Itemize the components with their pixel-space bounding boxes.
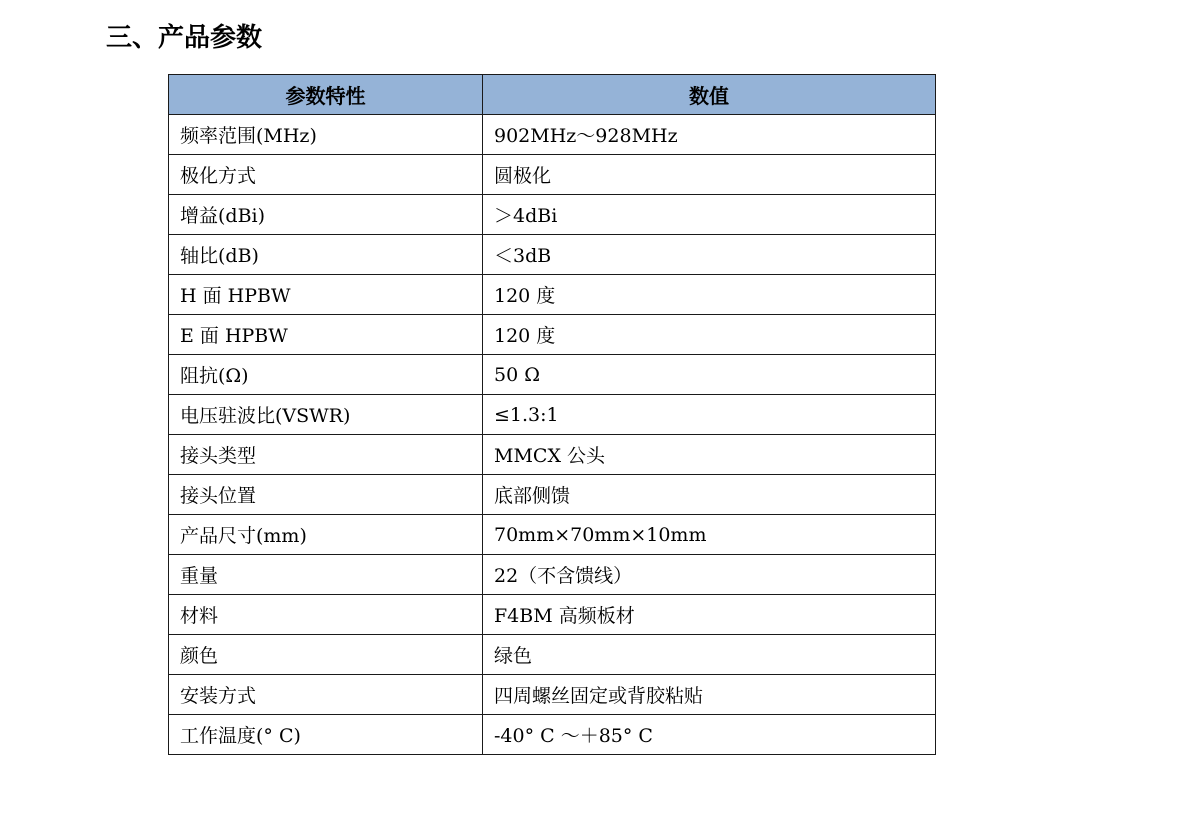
parameter-cell: 颜色 — [169, 635, 483, 675]
table-row — [169, 195, 936, 235]
parameter-cell: 接头位置 — [169, 475, 483, 515]
table-row — [169, 515, 936, 555]
value-cell: 绿色 — [483, 635, 936, 675]
table-row — [169, 475, 936, 515]
parameter-cell: 重量 — [169, 555, 483, 595]
table-row — [169, 395, 936, 435]
parameter-cell: E 面 HPBW — [169, 315, 483, 355]
table-row — [169, 675, 936, 715]
value-cell: 底部侧馈 — [483, 475, 936, 515]
header-value: 数值 — [483, 75, 936, 115]
table-row — [169, 115, 936, 155]
parameter-cell: H 面 HPBW — [169, 275, 483, 315]
parameter-cell: 接头类型 — [169, 435, 483, 475]
table-header-row — [169, 75, 936, 115]
parameter-cell: 极化方式 — [169, 155, 483, 195]
value-cell: F4BM 高频板材 — [483, 595, 936, 635]
table-row — [169, 275, 936, 315]
parameter-cell: 阻抗(Ω) — [169, 355, 483, 395]
table-row — [169, 355, 936, 395]
parameter-cell: 材料 — [169, 595, 483, 635]
parameter-cell: 增益(dBi) — [169, 195, 483, 235]
section-title: 三、产品参数 — [106, 23, 263, 53]
header-parameter: 参数特性 — [169, 75, 483, 115]
value-cell: 22（不含馈线） — [483, 555, 936, 595]
table-row — [169, 155, 936, 195]
value-cell: 70mm×70mm×10mm — [483, 515, 936, 555]
table-row — [169, 635, 936, 675]
product-parameters-table — [168, 74, 936, 755]
table-row — [169, 235, 936, 275]
value-cell: ≤1.3:1 — [483, 395, 936, 435]
parameter-cell: 频率范围(MHz) — [169, 115, 483, 155]
value-cell: 圆极化 — [483, 155, 936, 195]
table-body — [169, 115, 936, 755]
table-row — [169, 315, 936, 355]
value-cell: 四周螺丝固定或背胶粘贴 — [483, 675, 936, 715]
table-row — [169, 715, 936, 755]
value-cell: MMCX 公头 — [483, 435, 936, 475]
value-cell: 50 Ω — [483, 355, 936, 395]
value-cell: -40° C ～＋85° C — [483, 715, 936, 755]
parameter-cell: 轴比(dB) — [169, 235, 483, 275]
table-row — [169, 595, 936, 635]
value-cell: ＞4dBi — [483, 195, 936, 235]
value-cell: 120 度 — [483, 275, 936, 315]
parameter-cell: 安装方式 — [169, 675, 483, 715]
value-cell: 902MHz～928MHz — [483, 115, 936, 155]
parameter-cell: 工作温度(° C) — [169, 715, 483, 755]
table-row — [169, 435, 936, 475]
table-row — [169, 555, 936, 595]
parameter-cell: 电压驻波比(VSWR) — [169, 395, 483, 435]
parameter-cell: 产品尺寸(mm) — [169, 515, 483, 555]
value-cell: ＜3dB — [483, 235, 936, 275]
value-cell: 120 度 — [483, 315, 936, 355]
